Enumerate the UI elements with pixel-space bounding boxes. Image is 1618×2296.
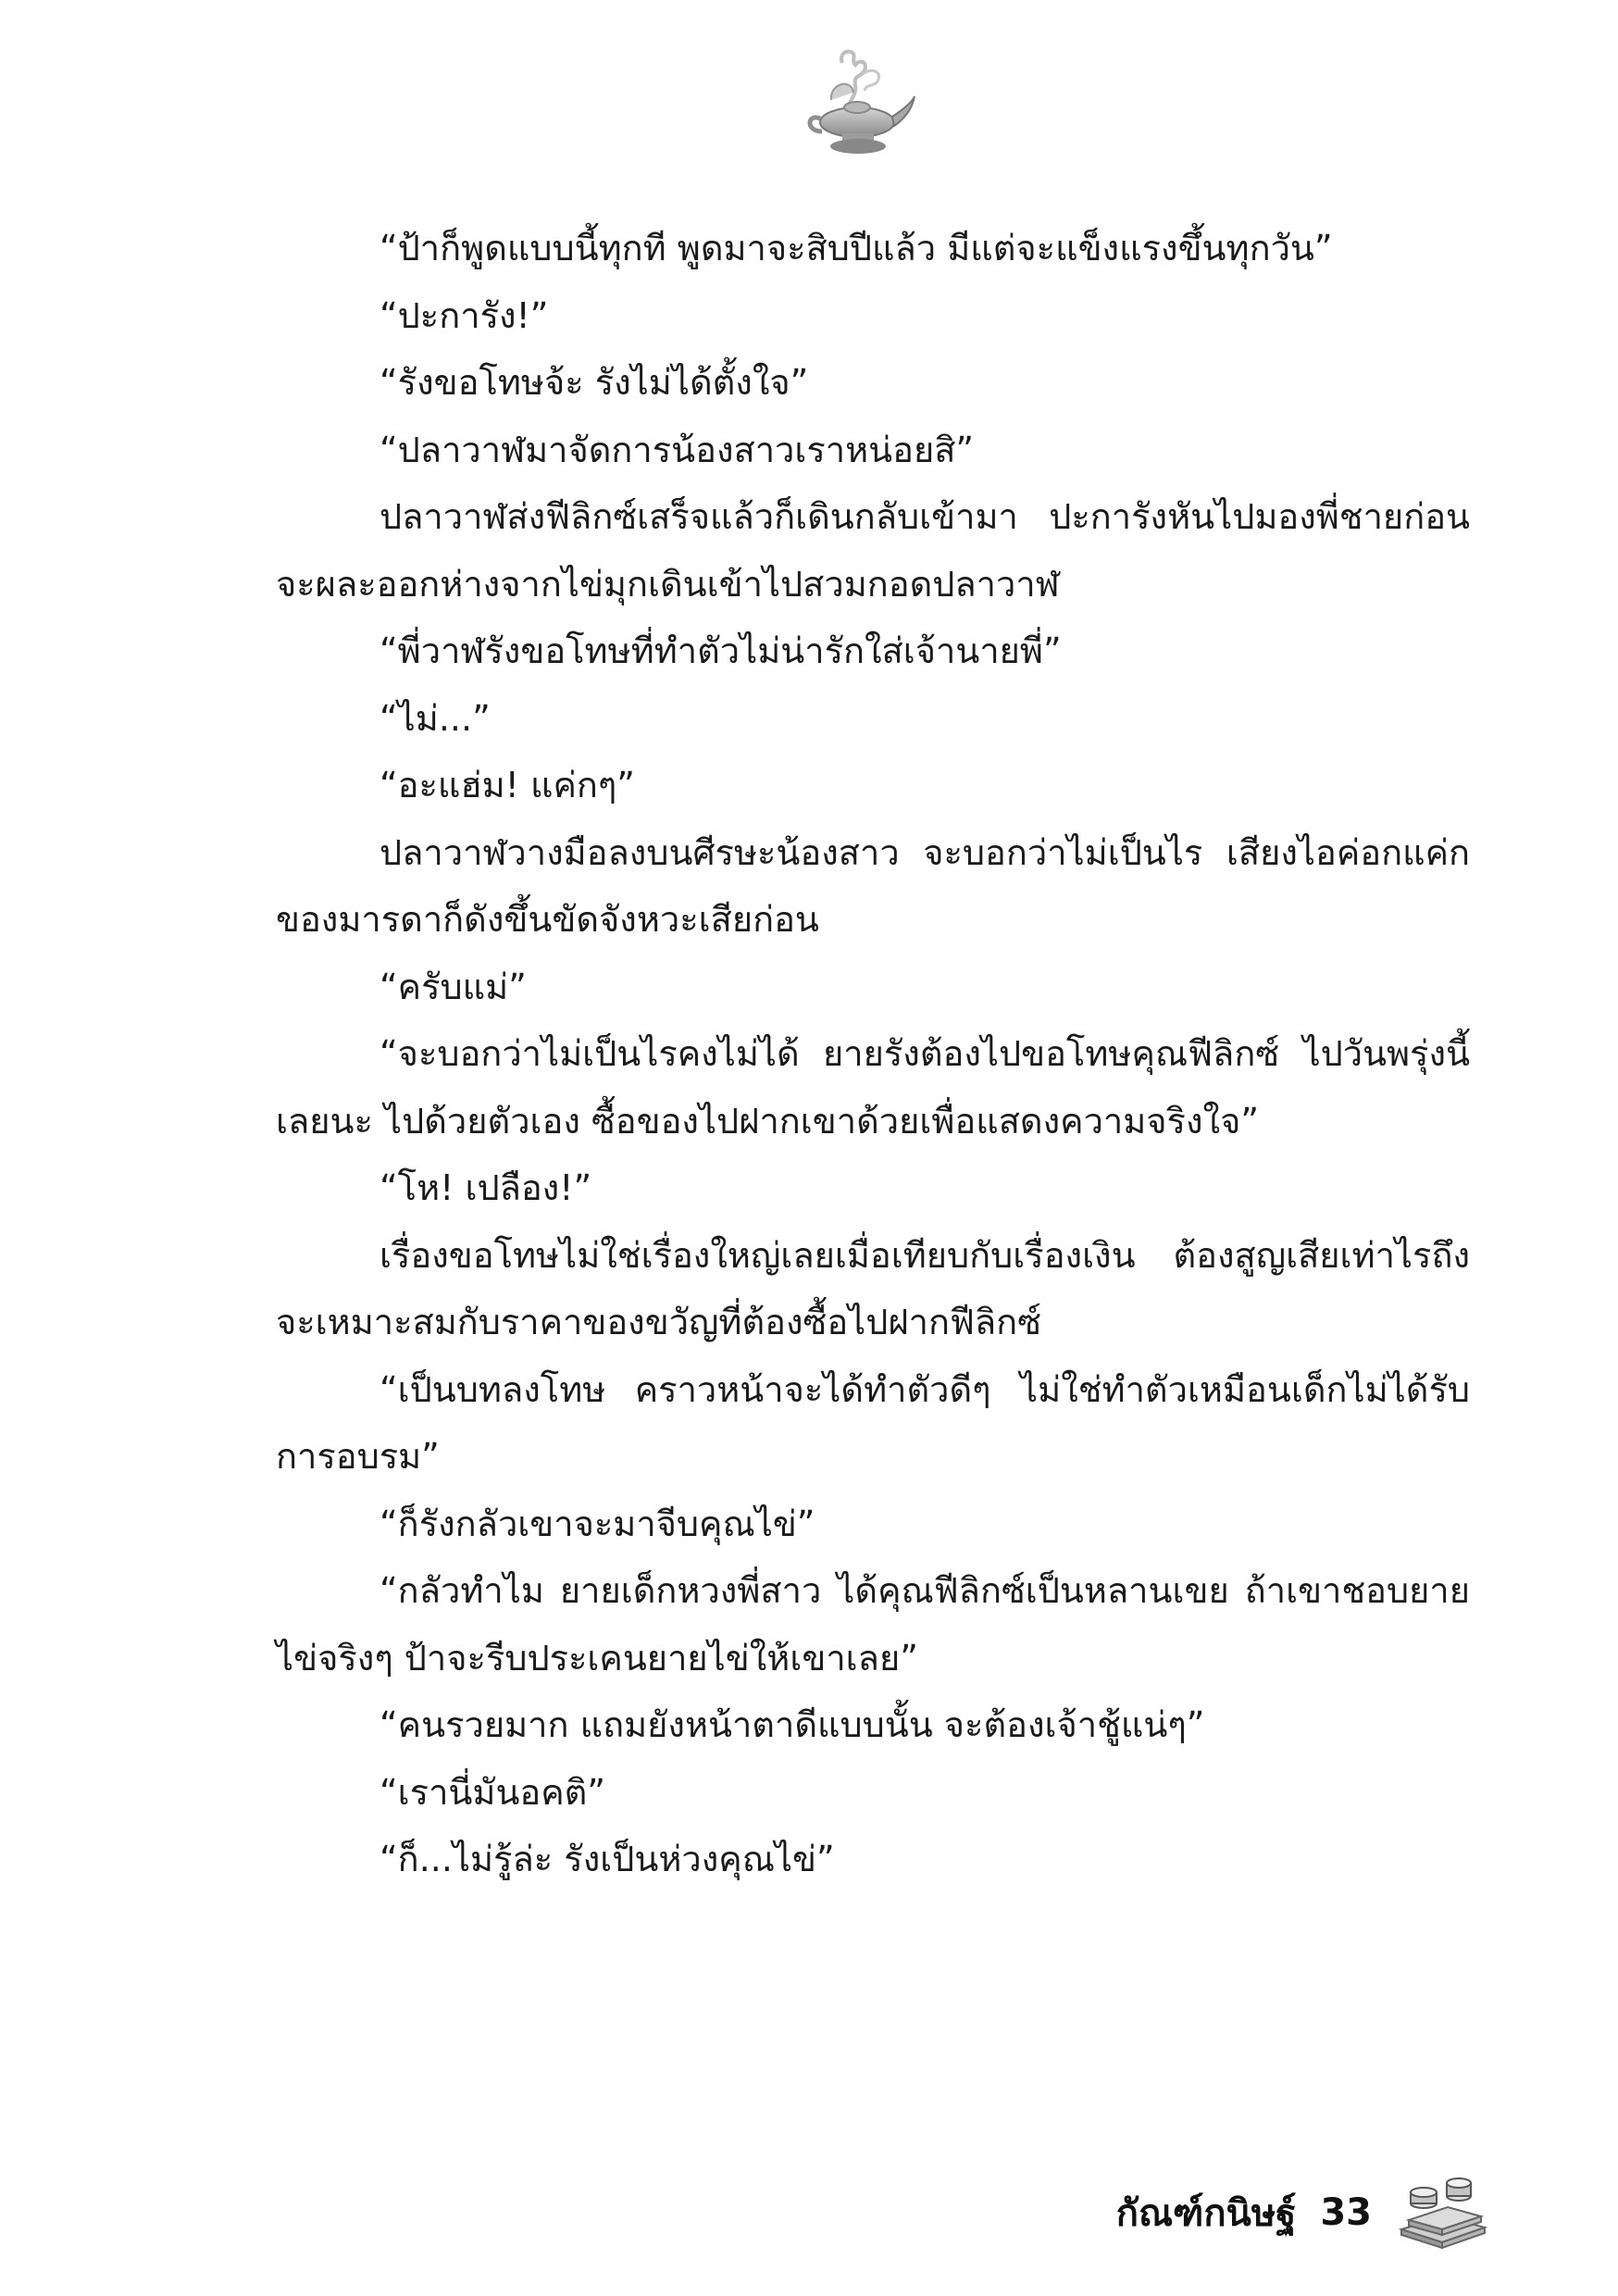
paragraph: “พี่วาฬรังขอโทษที่ทำตัวไม่น่ารักใส่เจ้านายพี่” [380,630,1062,671]
paragraph: “อะแฮ่ม! แค่กๆ” [380,765,635,805]
page-number: 33 [1320,2191,1372,2234]
paragraph: “ก็รังกลัวเขาจะมาจีบคุณไข่” [380,1503,815,1544]
paragraph: “ปะการัง!” [380,294,549,336]
paragraph: “จะบอกว่าไม่เป็นไรคงไม่ได้ ยายรังต้องไปขอโทษคุณฟีลิกซ์ ไปวันพรุ่งนี้เลยนะ ไปด้วยตัวเอง ซื้อของไปฝากเขาด้วยเพื่อแสดงความจริงใจ” [276,1033,1470,1142]
paragraph: “รังขอโทษจ้ะ รังไม่ได้ตั้งใจ” [380,362,809,403]
page-footer [1116,2166,1488,2259]
paragraph: เรื่องขอโทษไม่ใช่เรื่องใหญ่เลยเมื่อเทียบกับเรื่องเงิน ต้องสูญเสียเท่าไรถึงจะเหมาะสมกับราคาของขวัญที่ต้องซื้อไปฝากฟีลิกซ์ [276,1234,1470,1342]
paragraph: ปลาวาฬส่งฟีลิกซ์เสร็จแล้วก็เดินกลับเข้ามา ปะการังหันไปมองพี่ชายก่อนจะผละออกห่างจากไข่มุกเดินเข้าไปสวมกอดปลาวาฬ [276,496,1470,605]
paragraph: “คนรวยมาก แถมยังหน้าตาดีแบบนั้น จะต้องเจ้าชู้แน่ๆ” [380,1704,1205,1745]
author-name: กัณฑ์กนิษฐ์ [1115,2192,1297,2235]
paragraph: “ป้าก็พูดแบบนี้ทุกที พูดมาจะสิบปีแล้ว มีแต่จะแข็งแรงขึ้นทุกวัน” [380,228,1333,268]
money-stack-icon [1396,2176,1488,2250]
paragraph: “ปลาวาฬมาจัดการน้องสาวเราหน่อยสิ” [380,429,975,470]
paragraph: ปลาวาฬวางมือลงบนศีรษะน้องสาว จะบอกว่าไม่เป็นไร เสียงไอค่อกแค่กของมารดาก็ดังขึ้นขัดจังหวะเสียก่อน [276,831,1470,940]
paragraph: “เรานี่มันอคติ” [380,1771,606,1813]
paragraph: “ครับแม่” [380,966,527,1007]
paragraph: “ก็...ไม่รู้ล่ะ รังเป็นห่วงคุณไข่” [380,1839,835,1879]
paragraph: “โห! เปลือง!” [380,1167,592,1208]
paragraph: “เป็นบทลงโทษ คราวหน้าจะได้ทำตัวดีๆ ไม่ใช่ทำตัวเหมือนเด็กไม่ได้รับการอบรม” [276,1368,1470,1477]
paragraph: “ไม่...” [380,697,491,739]
paragraph: “กลัวทำไม ยายเด็กหวงพี่สาว ได้คุณฟีลิกซ์เป็นหลานเขย ถ้าเขาชอบยายไข่จริงๆ ป้าจะรีบประเคนยายไข่ให้เขาเลย” [276,1570,1470,1678]
story-body [276,215,1470,1893]
genie-lamp-ornament-icon [798,46,918,167]
